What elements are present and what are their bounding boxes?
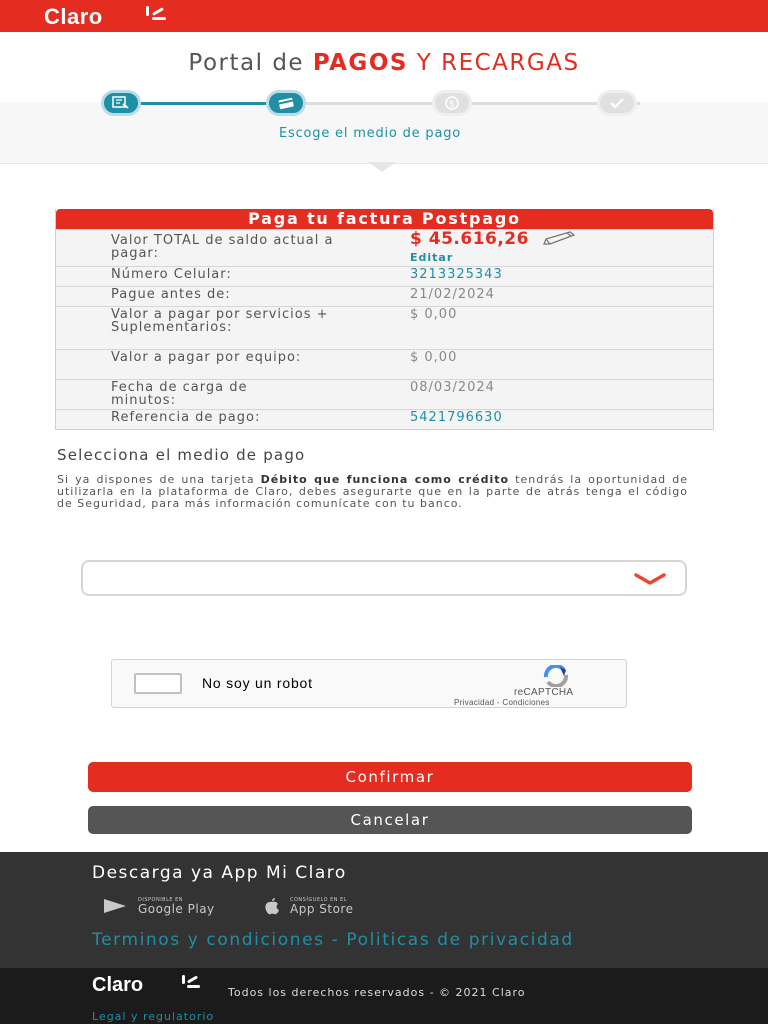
pencil-edit-icon[interactable] xyxy=(540,231,578,250)
table-row xyxy=(56,286,713,306)
info-bold: Débito que funciona como crédito xyxy=(260,473,510,486)
payment-reference: 5421796630 xyxy=(410,410,503,425)
row-label: Valor a pagar por equipo: xyxy=(111,350,302,365)
header-notch xyxy=(368,162,396,172)
row-label: Valor a pagar por servicios + Suplementarios: xyxy=(111,307,329,335)
app-download-title: Descarga ya App Mi Claro xyxy=(92,863,347,883)
recaptcha-logo-icon xyxy=(530,665,582,687)
table-row xyxy=(56,306,713,349)
bottom-bar xyxy=(0,968,768,1024)
recaptcha-brand: reCAPTCHA xyxy=(514,687,574,698)
footer-logo-rays-icon xyxy=(178,972,202,994)
info-prefix: Si ya dispones de una tarjeta xyxy=(57,473,261,486)
info-suffix: tendrás la oportunidad de utilizarla en la plataforma de Claro, debes asegurarte que en la parte de atrás tenga el código de Seguridad, para más información comunícate con tu banco. xyxy=(57,473,689,510)
bill-row-total xyxy=(56,229,713,266)
svg-text:$: $ xyxy=(449,99,455,110)
equipment-value: $ 0,00 xyxy=(410,350,458,365)
recaptcha-links[interactable]: Privacidad - Condiciones xyxy=(454,698,550,707)
row-label: Pague antes de: xyxy=(111,287,231,302)
phone-number: 3213325343 xyxy=(410,267,503,282)
top-bar xyxy=(0,0,768,32)
title-strong: PAGOS xyxy=(312,50,408,76)
recaptcha-checkbox[interactable] xyxy=(134,673,182,694)
recaptcha-label: No soy un robot xyxy=(202,675,313,691)
google-play-icon xyxy=(102,898,130,914)
payment-method-select[interactable] xyxy=(81,560,687,596)
edit-link[interactable]: Editar xyxy=(410,251,454,264)
page-title xyxy=(0,50,768,76)
footer-claro-logo[interactable] xyxy=(92,974,143,997)
row-label: Fecha de carga de minutos: xyxy=(111,380,248,408)
table-row xyxy=(56,379,713,409)
dollar-coin-icon xyxy=(443,96,461,110)
payment-section-title: Selecciona el medio de pago xyxy=(57,446,306,464)
step-payment xyxy=(432,90,472,116)
step-caption: Escoge el medio de pago xyxy=(278,126,462,141)
table-row xyxy=(56,266,713,286)
title-rest: Y RECARGAS xyxy=(416,50,580,76)
google-play-small: DISPONIBLE EN xyxy=(138,897,184,903)
bill-summary xyxy=(55,209,714,430)
app-store-label: App Store xyxy=(290,902,354,916)
table-row xyxy=(56,349,713,379)
step-invoice xyxy=(101,90,141,116)
copyright-text: Todos los derechos reservados - © 2021 Claro xyxy=(228,986,526,999)
app-store-badge[interactable] xyxy=(262,896,353,916)
logo-rays-icon xyxy=(142,4,168,26)
apple-icon xyxy=(262,897,282,915)
portal-header xyxy=(0,32,768,164)
row-label: Referencia de pago: xyxy=(111,410,261,425)
invoice-icon xyxy=(112,96,130,110)
table-row xyxy=(56,409,713,429)
step-card xyxy=(266,90,306,116)
legal-link[interactable]: Legal y regulatorio xyxy=(92,1010,215,1023)
app-store-small: CONSÍGUELO EN EL xyxy=(290,897,348,903)
payment-info-text xyxy=(57,474,688,510)
confirm-button[interactable]: Confirmar xyxy=(88,762,692,792)
checkmark-icon xyxy=(608,96,626,110)
row-label: Número Celular: xyxy=(111,267,232,282)
recaptcha-widget xyxy=(111,659,627,708)
title-prefix: Portal de xyxy=(188,50,305,76)
card-icon xyxy=(277,96,295,110)
claro-logo[interactable] xyxy=(44,4,103,30)
services-value: $ 0,00 xyxy=(410,307,458,322)
footer-logo-text: Claro xyxy=(92,974,144,996)
cancel-button[interactable]: Cancelar xyxy=(88,806,692,834)
terms-link[interactable]: Terminos y condiciones - Politicas de privacidad xyxy=(92,930,574,950)
chevron-down-icon xyxy=(633,572,667,586)
total-value-cell xyxy=(356,230,713,266)
google-play-badge[interactable] xyxy=(102,896,215,916)
bill-heading: Paga tu factura Postpago xyxy=(56,209,713,229)
total-amount: $ 45.616,26 xyxy=(410,229,529,249)
step-confirm xyxy=(597,90,637,116)
due-date: 21/02/2024 xyxy=(410,287,495,302)
minutes-date: 08/03/2024 xyxy=(410,380,495,395)
total-label: Valor TOTAL de saldo actual a pagar: xyxy=(111,233,334,261)
logo-text: Claro xyxy=(44,4,103,29)
google-play-label: Google Play xyxy=(138,902,215,916)
